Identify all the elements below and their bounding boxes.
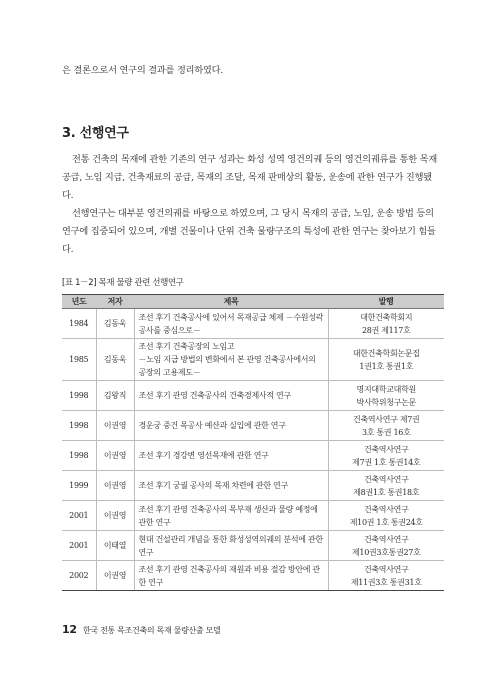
paragraph-1: 전통 건축의 목재에 관한 기존의 연구 성과는 화성 성역 영건의궤 등의 영건의궤류를 통한 목재공급, 노임 지급, 건축재료의 공급, 목재의 조달, 목재 판매상의 활동, 운송에 관한 연구가 진행됐다. — [62, 154, 438, 201]
row-author: 이권영 — [96, 411, 134, 441]
row-author: 이권영 — [96, 561, 134, 591]
row-title: 조선 후기 관영 건축공사의 재원과 비용 절감 방안에 관한 연구 — [134, 561, 328, 591]
references-table — [62, 294, 444, 591]
row-title: 조선 후기 관영 건축공사의 건축경제사적 연구 — [134, 381, 328, 411]
table-row — [62, 309, 444, 339]
row-publication: 건축역사연구 제7권 3호 통권 16호 — [328, 411, 444, 441]
page-footer — [62, 623, 220, 636]
row-year: 2002 — [62, 561, 96, 591]
row-title: 조선 후기 궁궐 공사의 목재 차련에 관한 연구 — [134, 471, 328, 501]
row-author: 김동욱 — [96, 309, 134, 339]
table-body — [62, 309, 444, 591]
table-header-row — [62, 295, 444, 309]
running-title: 한국 전통 목조건축의 목재 물량산출 모델 — [82, 626, 221, 635]
row-year: 1999 — [62, 471, 96, 501]
row-title: 조선 후기 관영 건축공사의 목부재 생산과 물량 예정에 관한 연구 — [134, 501, 328, 531]
table-caption: [표 1－2] 목재 물량 관련 선행연구 — [62, 277, 184, 287]
row-publication: 대한건축학회지 28권 제117호 — [328, 309, 444, 339]
row-year: 1985 — [62, 339, 96, 381]
paragraph-2: 선행연구는 대부분 영건의궤를 바탕으로 하였으며, 그 당시 목재의 공급, 노임, 운송 방법 등의 연구에 집중되어 있으며, 개별 건물이나 단위 건축 물량구조의 특성에 관한 연구는 찾아보기 힘들다. — [62, 208, 436, 255]
row-year: 1998 — [62, 441, 96, 471]
row-author: 이태열 — [96, 531, 134, 561]
header-year: 년도 — [62, 295, 96, 309]
table-row — [62, 381, 444, 411]
row-year: 2001 — [62, 531, 96, 561]
row-author: 이권영 — [96, 471, 134, 501]
row-author: 이권영 — [96, 441, 134, 471]
row-publication: 명지대학교대학원 박사학위청구논문 — [328, 381, 444, 411]
row-publication: 건축역사연구 제10권3호통권27호 — [328, 531, 444, 561]
section-heading: 3. 선행연구 — [62, 126, 129, 141]
row-year: 2001 — [62, 501, 96, 531]
table-row — [62, 471, 444, 501]
header-author: 저자 — [96, 295, 134, 309]
table-row — [62, 501, 444, 531]
row-author: 이권영 — [96, 501, 134, 531]
row-year: 1998 — [62, 411, 96, 441]
row-year: 1984 — [62, 309, 96, 339]
row-author: 김왕직 — [96, 381, 134, 411]
row-publication: 건축역사연구 제8권1호 통권18호 — [328, 471, 444, 501]
header-publication: 발행 — [328, 295, 444, 309]
page-number: 12 — [62, 623, 77, 636]
row-author: 김동욱 — [96, 339, 134, 381]
row-title: 조선 후기 건축공장의 노임고 －노임 지급 방법의 변화에서 본 관영 건축공사에서의 공장의 고용제도－ — [134, 339, 328, 381]
table-row — [62, 531, 444, 561]
row-year: 1998 — [62, 381, 96, 411]
table-row — [62, 339, 444, 381]
row-title: 조선 후기 건축공사에 있어서 목재공급 체제 －수원성곽 공사를 중심으로－ — [134, 309, 328, 339]
row-title: 현대 건설관리 개념을 통한 화성성역의궤의 분석에 관한 연구 — [134, 531, 328, 561]
row-publication: 건축역사연구 제11권3호 통권31호 — [328, 561, 444, 591]
table-row — [62, 561, 444, 591]
table-row — [62, 441, 444, 471]
table-row — [62, 411, 444, 441]
intro-text: 은 결론으로서 연구의 결과를 정리하였다. — [62, 65, 224, 76]
row-publication: 대한건축학회논문집 1권1호 통권1호 — [328, 339, 444, 381]
row-title: 조선 후기 경강변 영선목재에 관한 연구 — [134, 441, 328, 471]
header-title: 제목 — [134, 295, 328, 309]
row-publication: 건축역사연구 제10권 1호 통권24호 — [328, 501, 444, 531]
row-publication: 건축역사연구 제7권 1호 통권14호 — [328, 441, 444, 471]
row-title: 경운궁 중건 목공사 예산과 실입에 관한 연구 — [134, 411, 328, 441]
